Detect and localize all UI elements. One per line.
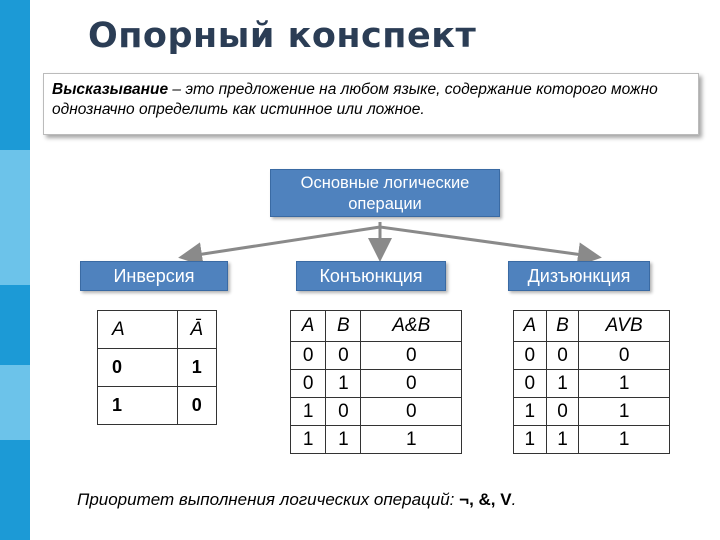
table-row xyxy=(514,370,670,398)
table-cell: 0 xyxy=(579,342,670,370)
table-cell: 0 xyxy=(361,342,462,370)
table-cell: 1 xyxy=(514,426,547,454)
table-header: Ā xyxy=(177,311,216,349)
table-cell: 1 xyxy=(579,398,670,426)
table-row xyxy=(514,426,670,454)
table-cell: 0 xyxy=(361,370,462,398)
conjunction-table xyxy=(290,310,462,454)
priority-ops: ¬, &, V xyxy=(459,490,512,509)
table-cell: 1 xyxy=(546,370,579,398)
priority-text: Приоритет выполнения логических операций: xyxy=(77,490,460,509)
table-cell: 0 xyxy=(177,387,216,425)
definition-text: – это предложение на любом языке, содержание которого можно однозначно определить как истинное или ложное. xyxy=(52,81,658,118)
table-row xyxy=(514,398,670,426)
table-cell: 1 xyxy=(326,370,361,398)
table-cell: 0 xyxy=(98,349,178,387)
table-header: B xyxy=(546,311,579,342)
table-cell: 1 xyxy=(514,398,547,426)
table-cell: 0 xyxy=(514,370,547,398)
table-cell: 1 xyxy=(326,426,361,454)
table-cell: 1 xyxy=(579,426,670,454)
definition-term: Высказывание xyxy=(52,81,169,98)
op-inversion: Инверсия xyxy=(80,261,228,291)
table-row xyxy=(291,398,462,426)
arrow-to-disjunction xyxy=(380,227,590,256)
table-row xyxy=(514,311,670,342)
arrow-to-inversion xyxy=(190,227,380,256)
table-cell: 0 xyxy=(291,342,326,370)
table-cell: 1 xyxy=(579,370,670,398)
table-cell: 0 xyxy=(546,342,579,370)
inversion-table xyxy=(97,310,217,425)
table-row xyxy=(291,342,462,370)
table-cell: 1 xyxy=(361,426,462,454)
table-row xyxy=(291,311,462,342)
table-cell: 1 xyxy=(98,387,178,425)
table-cell: 1 xyxy=(546,426,579,454)
table-cell: 0 xyxy=(361,398,462,426)
table-cell: 0 xyxy=(546,398,579,426)
table-header: A&B xyxy=(361,311,462,342)
disjunction-table xyxy=(513,310,670,454)
priority-note xyxy=(77,490,516,510)
table-row xyxy=(98,387,217,425)
table-header: A xyxy=(291,311,326,342)
table-row xyxy=(291,370,462,398)
table-header: AVB xyxy=(579,311,670,342)
main-operations-box: Основные логические операции xyxy=(270,169,500,217)
table-header: A xyxy=(514,311,547,342)
table-row xyxy=(98,349,217,387)
table-row xyxy=(514,342,670,370)
table-header: B xyxy=(326,311,361,342)
table-cell: 1 xyxy=(291,426,326,454)
table-cell: 0 xyxy=(291,370,326,398)
table-cell: 0 xyxy=(514,342,547,370)
page-title: Опорный конспект xyxy=(88,16,477,56)
priority-end: . xyxy=(511,490,517,509)
table-header: A xyxy=(98,311,178,349)
table-cell: 0 xyxy=(326,398,361,426)
table-cell: 0 xyxy=(326,342,361,370)
table-cell: 1 xyxy=(177,349,216,387)
table-cell: 1 xyxy=(291,398,326,426)
table-row xyxy=(98,311,217,349)
op-conjunction: Конъюнкция xyxy=(296,261,446,291)
op-disjunction: Дизъюнкция xyxy=(508,261,650,291)
table-row xyxy=(291,426,462,454)
